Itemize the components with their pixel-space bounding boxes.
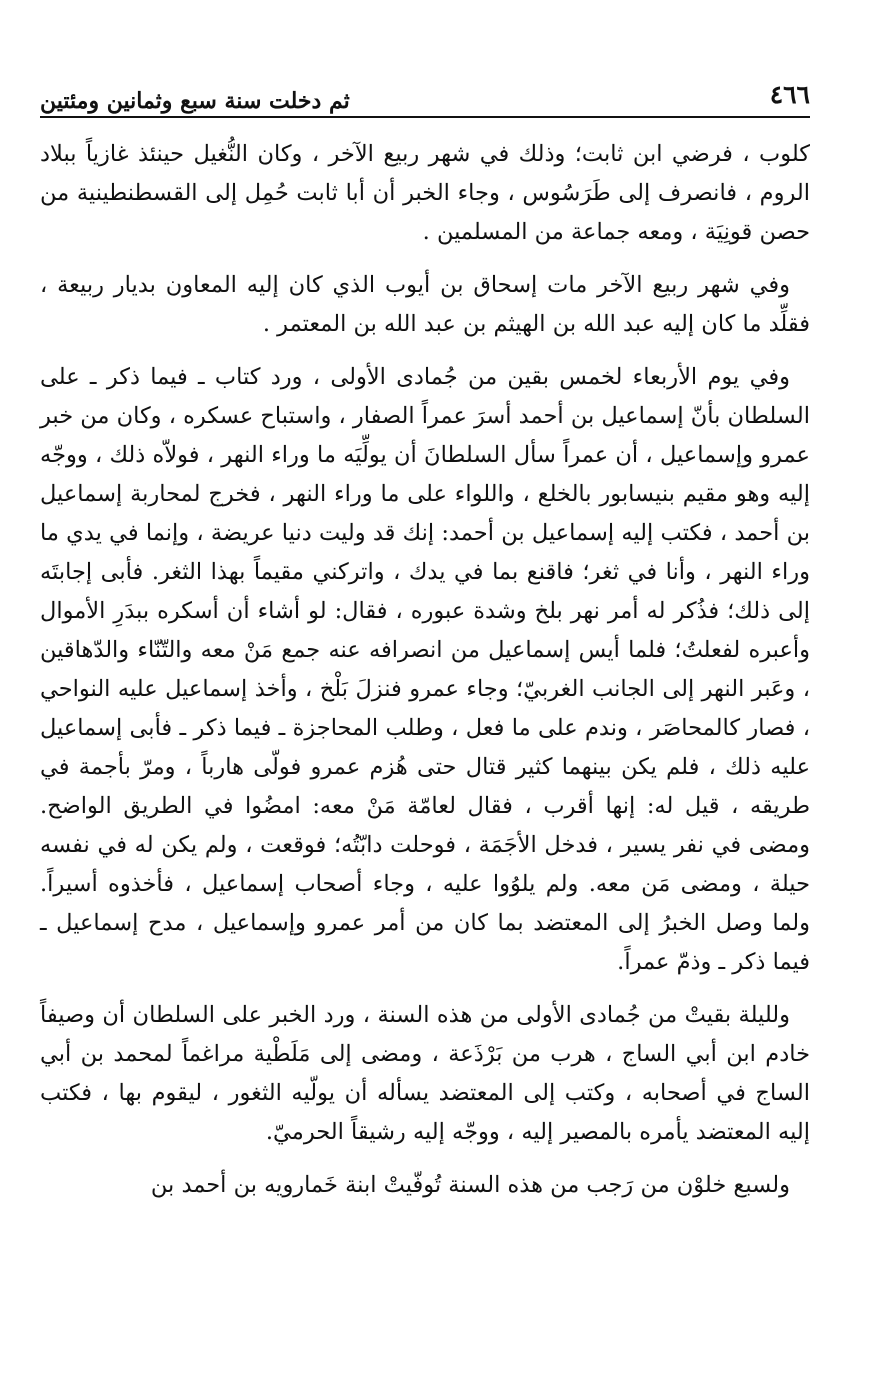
body-text (40, 135, 810, 1219)
header-rule (40, 116, 810, 118)
page-number: ٤٦٦ (769, 80, 810, 109)
paragraph-4: ولليلة بقيتْ من جُمادى الأولى من هذه السنة ، ورد الخبر على السلطان أن وصيفاً خادم ابن أبي الساج ، هرب من بَرْذَعة ، ومضى إلى مَلَطْية مراغماً لمحمد بن أبي الساج في أصحابه ، وكتب إلى المعتضد يسأله أن يولّيه الثغور ، ليقوم بها ، فكتب إليه المعتضد يأمره بالمصير إليه ، ووجّه إليه رشيقاً الحرميّ. (40, 1002, 810, 1145)
running-title: ثم دخلت سنة سبع وثمانين ومئتين (40, 88, 350, 114)
paragraph-5: ولسبع خلوْن من رَجب من هذه السنة تُوفّيتْ ابنة خَمارويه بن أحمد بن (150, 1172, 790, 1198)
paragraph-1: كلوب ، فرضي ابن ثابت؛ وذلك في شهر ربيع الآخر ، وكان النُّغيل حينئذ غازياً ببلاد الروم ، فانصرف إلى طَرَسُوس ، وجاء الخبر أن أبا ثابت حُمِل إلى القسطنطينية من حصن قونِيَة ، ومعه جماعة من المسلمين . (40, 141, 810, 245)
paragraph-3: وفي يوم الأربعاء لخمس بقين من جُمادى الأولى ، ورد كتاب ـ فيما ذكر ـ على السلطان بأنّ إسماعيل بن أحمد أسرَ عمراً الصفار ، واستباح عسكره ، وكان من خبر عمرو وإسماعيل ، أن عمراً سأل السلطانَ أن يولِّيَه ما وراء النهر ، فولاّه ذلك ، ووجّه إليه وهو مقيم بنيسابور بالخلع ، واللواء على ما وراء النهر ، فخرج لمحاربة إسماعيل بن أحمد ، فكتب إليه إسماعيل بن أحمد: إنك قد وليت دنيا عريضة ، وإنما في يدي ما وراء النهر ، وأنا في ثغر؛ فاقنع بما في يدك ، واتركني مقيماً بهذا الثغر. فأبى إجابتَه إلى ذلك؛ فذُكر له أمر نهر بلخ وشدة عبوره ، فقال: لو أشاء أن أسكره ببدَرِ الأموال وأعبره لفعلتُ؛ فلما أيس إسماعيل من انصرافه عنه جمع مَنْ معه والتّنّاء والدّهاقين ، وعَبر النهر إلى الجانب الغربيّ؛ وجاء عمرو فنزلَ بَلْخ ، وأخذ إسماعيل عليه النواحي ، فصار كالمحاصَر ، وندم على ما فعل ، وطلب المحاجزة ـ فيما ذكر ـ فأبى إسماعيل عليه ذلك ، فلم يكن بينهما كثير قتال حتى هُزم عمرو فولّى هارباً ، ومرّ بأجمة في طريقه ، قيل له: إنها أقرب ، فقال لعامّة مَنْ معه: امضُوا في الطريق الواضح. ومضى في نفر يسير ، فدخل الأجَمَة ، فوحلت دابّتُه؛ فوقعت ، ولم يكن له في نفسه حيلة ، ومضى مَن معه. ولم يلوُوا عليه ، وجاء أصحاب إسماعيل ، فأخذوه أسيراً. ولما وصل الخبرُ إلى المعتضد بما كان من أمر عمرو وإسماعيل ، مدح إسماعيل ـ فيما ذكر ـ وذمّ عمراً. (40, 364, 810, 975)
paragraph-2: وفي شهر ربيع الآخر مات إسحاق بن أيوب الذي كان إليه المعاون بديار ربيعة ، فقلِّد ما كان إليه عبد الله بن الهيثم بن عبد الله بن المعتمر . (40, 272, 810, 337)
page-header (40, 78, 810, 118)
